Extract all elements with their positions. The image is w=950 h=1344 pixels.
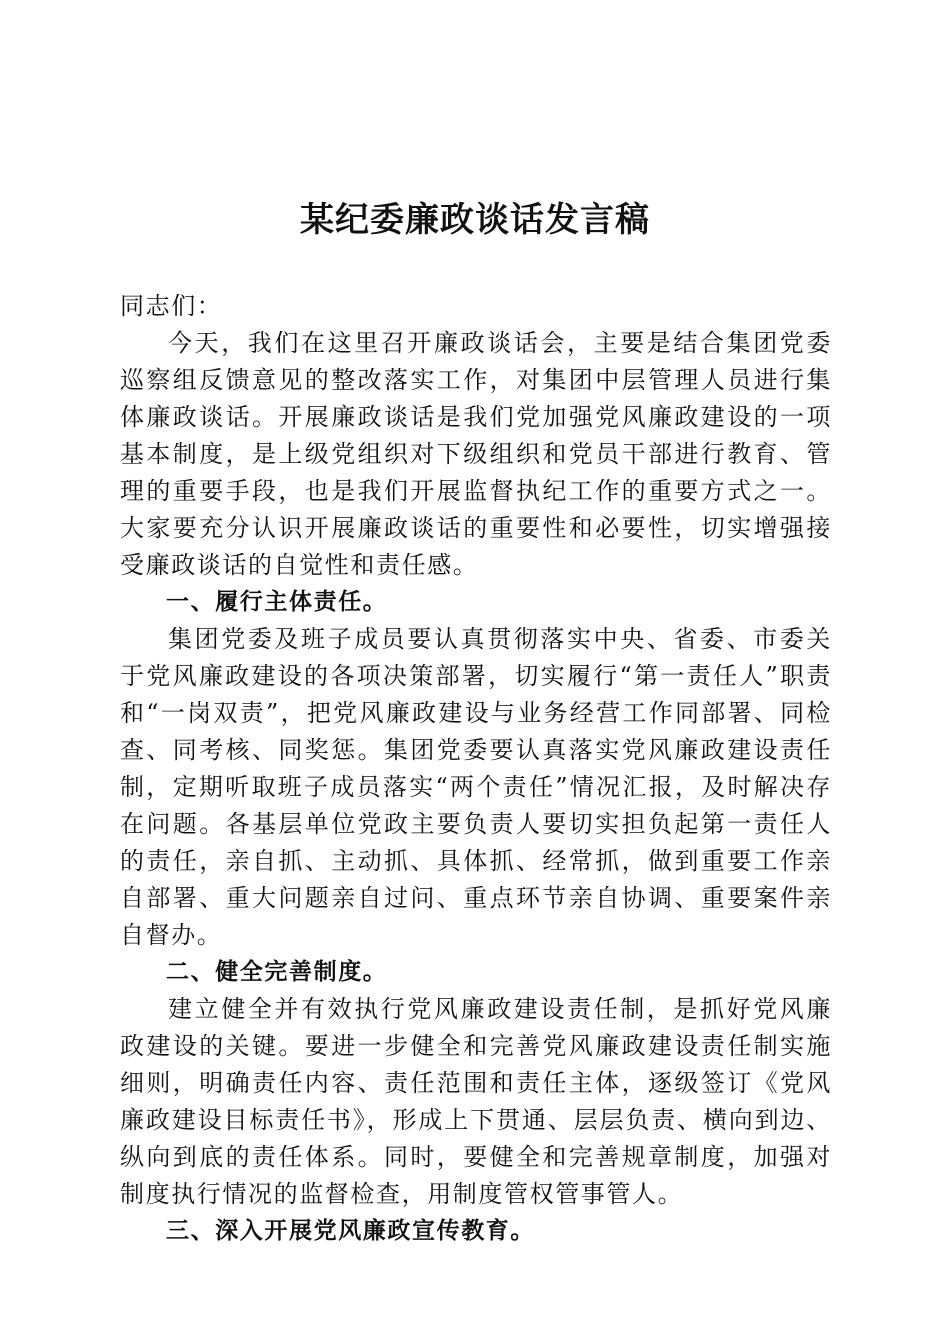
document-title: 某纪委廉政谈话发言稿 — [300, 200, 650, 240]
section-heading-3: 三、深入开展党风廉政宣传教育。 — [166, 1218, 535, 1244]
document-body — [120, 288, 832, 1250]
section-heading-2: 二、健全完善制度。 — [166, 959, 388, 985]
section-heading-1: 一、履行主体责任。 — [166, 589, 388, 615]
section-text-1: 集团党委及班子成员要认真贯彻落实中央、省委、市委关于党风廉政建设的各项决策部署，切实履行“第一责任人”职责和“一岗双责”，把党风廉政建设与业务经营工作同部署、同检查、同考核、同奖惩。集团党委要认真落实党风廉政建设责任制，定期听取班子成员落实“两个责任”情况汇报，及时解决存在问题。各基层单位党政主要负责人要切实担负起第一责任人的责任，亲自抓、主动抓、具体抓、经常抓，做到重要工作亲自部署、重大问题亲自过问、重点环节亲自协调、重要案件亲自督办。 — [120, 625, 832, 949]
intro-paragraph: 今天，我们在这里召开廉政谈话会，主要是结合集团党委巡察组反馈意见的整改落实工作，对集团中层管理人员进行集体廉政谈话。开展廉政谈话是我们党加强党风廉政建设的一项基本制度，是上级党组织对下级组织和党员干部进行教育、管理的重要手段，也是我们开展监督执纪工作的重要方式之一。大家要充分认识开展廉政谈话的重要性和必要性，切实增强接受廉政谈话的自觉性和责任感。 — [120, 329, 832, 579]
section-text-2: 建立健全并有效执行党风廉政建设责任制，是抓好党风廉政建设的关键。要进一步健全和完善党风廉政建设责任制实施细则，明确责任内容、责任范围和责任主体，逐级签订《党风廉政建设目标责任书》，形成上下贯通、层层负责、横向到边、纵向到底的责任体系。同时，要健全和完善规章制度，加强对制度执行情况的监督检查，用制度管权管事管人。 — [120, 995, 832, 1208]
salutation: 同志们： — [120, 292, 223, 320]
